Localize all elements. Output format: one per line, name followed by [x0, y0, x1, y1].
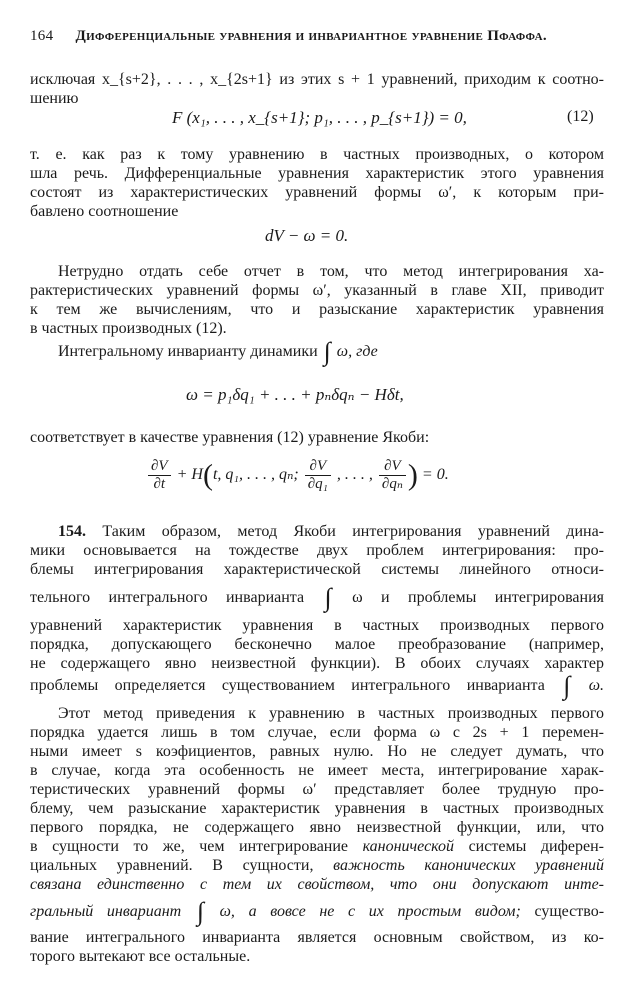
text-line: к тем же вычислениям, что и разыскание характеристик уравнения — [30, 301, 604, 318]
emphasis: важность канонических уравнений — [333, 857, 605, 874]
text-line-integral: тельного интегрального инварианта ∫ ω и проблемы интегрирования — [30, 583, 605, 612]
text-line: Этот метод приведения к уравнению в частных производных первого — [58, 705, 604, 722]
emphasis: канонической — [362, 838, 455, 855]
text-line: Нетрудно отдать себе отчет в том, что метод интегрирования ха- — [58, 263, 604, 280]
equation-omega: ω = p₁δq₁ + . . . + pₙδqₙ − Hδt, — [186, 385, 404, 404]
integral-sign: ∫ — [563, 671, 571, 700]
text-line: блемы интегрирования характеристической системы линейного относи- — [30, 561, 604, 578]
text-line: ными имеет s коэфициентов, равных нулю. Но не следует думать, что — [30, 743, 604, 760]
text-line: шла речь. Дифференциальные уравнения характеристик этого уравнения — [30, 165, 604, 182]
text-line: первого порядка, не содержащего явно неизвестной функции, или, что — [30, 819, 604, 836]
page-number: 164 — [30, 28, 54, 44]
text-line-integral: Интегральному инварианту динамики ∫ ω, где — [58, 337, 378, 366]
text-line: т. е. как раз к тому уравнению в частных производных, о котором — [30, 146, 604, 163]
integral-sign: ∫ — [324, 583, 332, 612]
equation-number: (12) — [567, 108, 594, 125]
fraction: $\frac{\partial V}{\text{∂q₁}}$ — [305, 458, 331, 493]
section-154-first-line: 154. Таким образом, метод Якоби интегрирования уравнений дина- — [58, 523, 605, 540]
text-line: вание интегрального инварианта является основным свойством, из ко- — [30, 929, 604, 946]
text-line: в случае, когда эта особенность не имеет места, интегрирование харак- — [30, 762, 604, 779]
text-line-integral: проблемы определяется существованием интегрального инварианта ∫ ω. — [30, 671, 605, 700]
section-number: 154. — [58, 523, 86, 540]
text-line: состоят из характеристических уравнений формы ω′, к которым при- — [30, 184, 604, 201]
text-line: порядка удается лишь в том случае, если форма ω с 2s + 1 перемен- — [30, 724, 604, 741]
emphasis-line: связана единственно с тем их свойством, что они допускают инте- — [30, 876, 604, 893]
text-line: порядка, допускающего бесконечно малое преобразование (например, — [30, 636, 604, 653]
fraction: $\frac{\partial V}{\partial t}$ — [148, 458, 171, 493]
running-header — [30, 28, 590, 45]
integral-sign: ∫ — [323, 337, 331, 366]
text-line: рактеристических уравнений формы ω′, указанный в главе XII, приводит — [30, 282, 604, 299]
equation-jacobi: $\frac{\partial V}{\partial t}$ + H(t, q₁, . . . , qₙ; $\frac{\partial V}{\text{∂q₁}}$ , . . . , $\frac{\partial V}{\text{∂qₙ}}$ ) = 0. — [146, 458, 449, 493]
text-line: в частных производных (12). — [30, 320, 227, 337]
text-line: уравнений характеристик уравнения в частных производных первого — [30, 617, 604, 634]
text-line-integral: гральный инвариант ∫ ω, а вовсе не с их простым видом; существо- — [30, 897, 605, 926]
text-line: теристических уравнений формы ω′ представляет более трудную про- — [30, 781, 604, 798]
text-line: не содержащего явно неизвестной функции). В обоих случаях характер — [30, 655, 604, 672]
text-line: циальных уравнений. В сущности, важность канонических уравнений — [30, 857, 605, 874]
chapter-title: Дифференциальные уравнения и инвариантное уравнение Пфаффа. — [75, 28, 547, 44]
text-line: мики основывается на тождестве двух проблем интегрирования: про- — [30, 542, 604, 559]
text-line: блему, чем разыскание характеристик уравнения в частных производных — [30, 800, 604, 817]
equation-12: F (x₁, . . . , x_{s+1}; p₁, . . . , p_{s+1}) = 0, — [172, 108, 467, 127]
equation-dv: dV − ω = 0. — [265, 226, 349, 245]
text-line: торого вытекают все остальные. — [30, 948, 251, 965]
fraction: $\frac{\partial V}{\text{∂qₙ}}$ — [379, 458, 406, 493]
text-line: бавлено соотношение — [30, 203, 179, 220]
text-line: в сущности то же, чем интегрирование канонической системы диферен- — [30, 838, 605, 855]
text-line: соответствует в качестве уравнения (12) уравнение Якоби: — [30, 429, 430, 446]
text-line: исключая x_{s+2}, . . . , x_{2s+1} из этих s + 1 уравнений, приходим к соотно- — [30, 71, 604, 88]
text-line: шению — [30, 90, 79, 107]
integral-sign: ∫ — [196, 897, 204, 926]
